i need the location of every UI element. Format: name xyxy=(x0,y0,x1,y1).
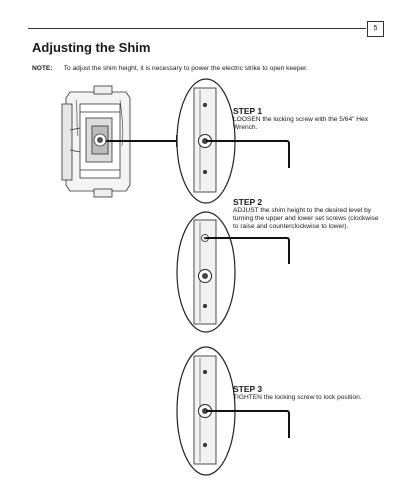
step-1-heading: STEP 1 xyxy=(233,106,263,116)
section-title: Adjusting the Shim xyxy=(32,40,151,55)
page-number: 5 xyxy=(367,21,384,37)
step-3-text: TIGHTEN the locking screw to lock position. xyxy=(233,394,362,401)
note-label: NOTE: xyxy=(32,65,53,72)
step-2-text: ADJUST the shim height to the desired level by turning the upper and lower set screws (clockwise to raise and counterclockwise to lower). xyxy=(233,207,379,230)
step-2 xyxy=(233,197,383,231)
step-1 xyxy=(233,106,383,132)
note-text: To adjust the shim height, it is necessary to power the electric strike to open keeper. xyxy=(63,65,308,72)
step-1-text: LOOSEN the locking screw with the 5/64" Hex Wrench. xyxy=(233,116,369,131)
step-3 xyxy=(233,384,383,402)
step-1-detail xyxy=(177,79,289,203)
step-3-detail xyxy=(177,347,289,475)
step-2-heading: STEP 2 xyxy=(233,197,263,207)
step-3-heading: STEP 3 xyxy=(233,384,263,394)
